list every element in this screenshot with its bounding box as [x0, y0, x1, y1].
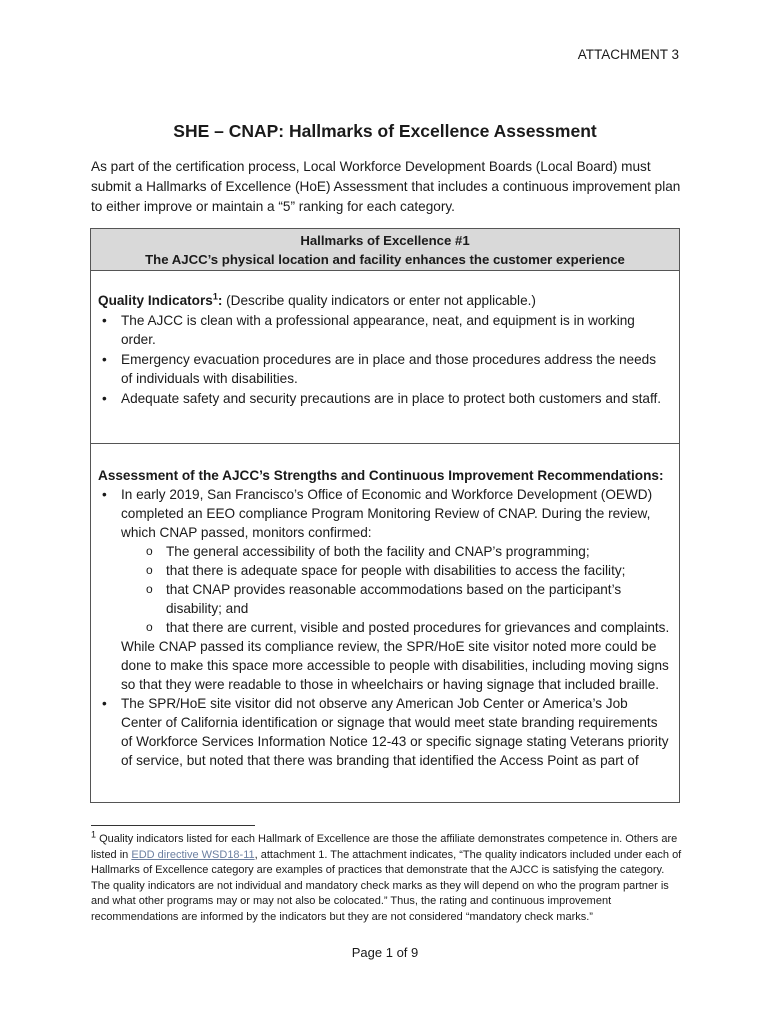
intro-paragraph: As part of the certification process, Local Workforce Development Boards (Local Board) must submit a Hallmarks of Excellence (HoE) Assessment that includes a continuous improvement plan to either improve or maintain a “5” ranking for each category. — [91, 159, 681, 214]
hallmark-table — [90, 228, 680, 803]
assessment-item-followup: While CNAP passed its compliance review, the SPR/HoE site visitor noted more could be done to make this space more accessible to people with disabilities, including moving signs so that they were readable to those in wheelchairs or having signage that included braille. — [121, 639, 669, 692]
hallmark-number: Hallmarks of Excellence #1 — [300, 233, 470, 248]
list-item: • The SPR/HoE site visitor did not observe any American Job Center or America’s Job Center of California identification or signage that would meet state branding requirements of Workforce Services Information Notice 12-43 or specific signage stating Veterans priority of service, but noted that there was branding that identified the Access Point as part of — [98, 694, 671, 770]
quality-indicators-heading — [98, 291, 671, 311]
footnote-divider — [91, 825, 255, 826]
footnote — [91, 829, 686, 925]
attachment-label: ATTACHMENT 3 — [577, 47, 679, 62]
page-title: SHE – CNAP: Hallmarks of Excellence Assessment — [173, 121, 597, 141]
assessment-list — [98, 485, 671, 770]
quality-indicators-section — [91, 271, 679, 444]
list-item: • Adequate safety and security precautions are in place to protect both customers and staff. — [98, 389, 671, 409]
footnote-text-before: Quality indicators listed for each Hallmark of Excellence are those the affiliate demonstrates competence in. Others are listed in — [91, 833, 678, 861]
list-item: • Emergency evacuation procedures are in place and those procedures address the needs of individuals with disabilities. — [98, 350, 671, 389]
hallmark-table-header — [91, 229, 679, 271]
assessment-sublist — [143, 542, 671, 637]
assessment-item-text: • In early 2019, San Francisco’s Office of Economic and Workforce Development (OEWD) completed an EEO compliance Program Monitoring Review of CNAP. During the review, which CNAP passed, monitors confirmed: — [121, 487, 653, 540]
list-item — [98, 485, 671, 694]
list-item: • The AJCC is clean with a professional appearance, neat, and equipment is in working order. — [98, 311, 671, 350]
sub-list-item: o The general accessibility of both the facility and CNAP’s programming; — [143, 542, 671, 561]
footnote-text-after: , attachment 1. The attachment indicates, “The quality indicators included under each of Hallmarks of Excellence category are examples of practices that demonstrate that the AJCC is satisfying the category. The quality indicators are not individual and mandatory check marks as they will depend on who the program partner is and what other programs may or may not also be colocated.” Thus, the rating and continuous improvement recommendations are informed by the indicators but they are not considered “mandatory check marks.” — [91, 848, 682, 923]
footnote-marker: 1 — [91, 829, 97, 840]
quality-indicators-desc: (Describe quality indicators or enter not applicable.) — [222, 293, 536, 308]
quality-indicators-label: Quality Indicators — [98, 293, 213, 308]
edd-directive-link[interactable]: EDD directive WSD18-11 — [131, 848, 255, 861]
hallmark-description: The AJCC’s physical location and facility enhances the customer experience — [145, 252, 625, 267]
sub-list-item: o that CNAP provides reasonable accommodations based on the participant’s disability; and — [143, 580, 671, 618]
sub-list-item: o that there are current, visible and posted procedures for grievances and complaints. — [143, 618, 671, 637]
quality-indicators-colon: : — [217, 293, 223, 308]
assessment-heading: Assessment of the AJCC’s Strengths and Continuous Improvement Recommendations: — [98, 468, 664, 483]
footnote-reference[interactable]: 1 — [212, 291, 218, 302]
page-number: Page 1 of 9 — [351, 945, 419, 960]
sub-list-item: o that there is adequate space for people with disabilities to access the facility; — [143, 561, 671, 580]
assessment-section — [91, 444, 679, 770]
quality-indicators-list — [98, 311, 671, 409]
